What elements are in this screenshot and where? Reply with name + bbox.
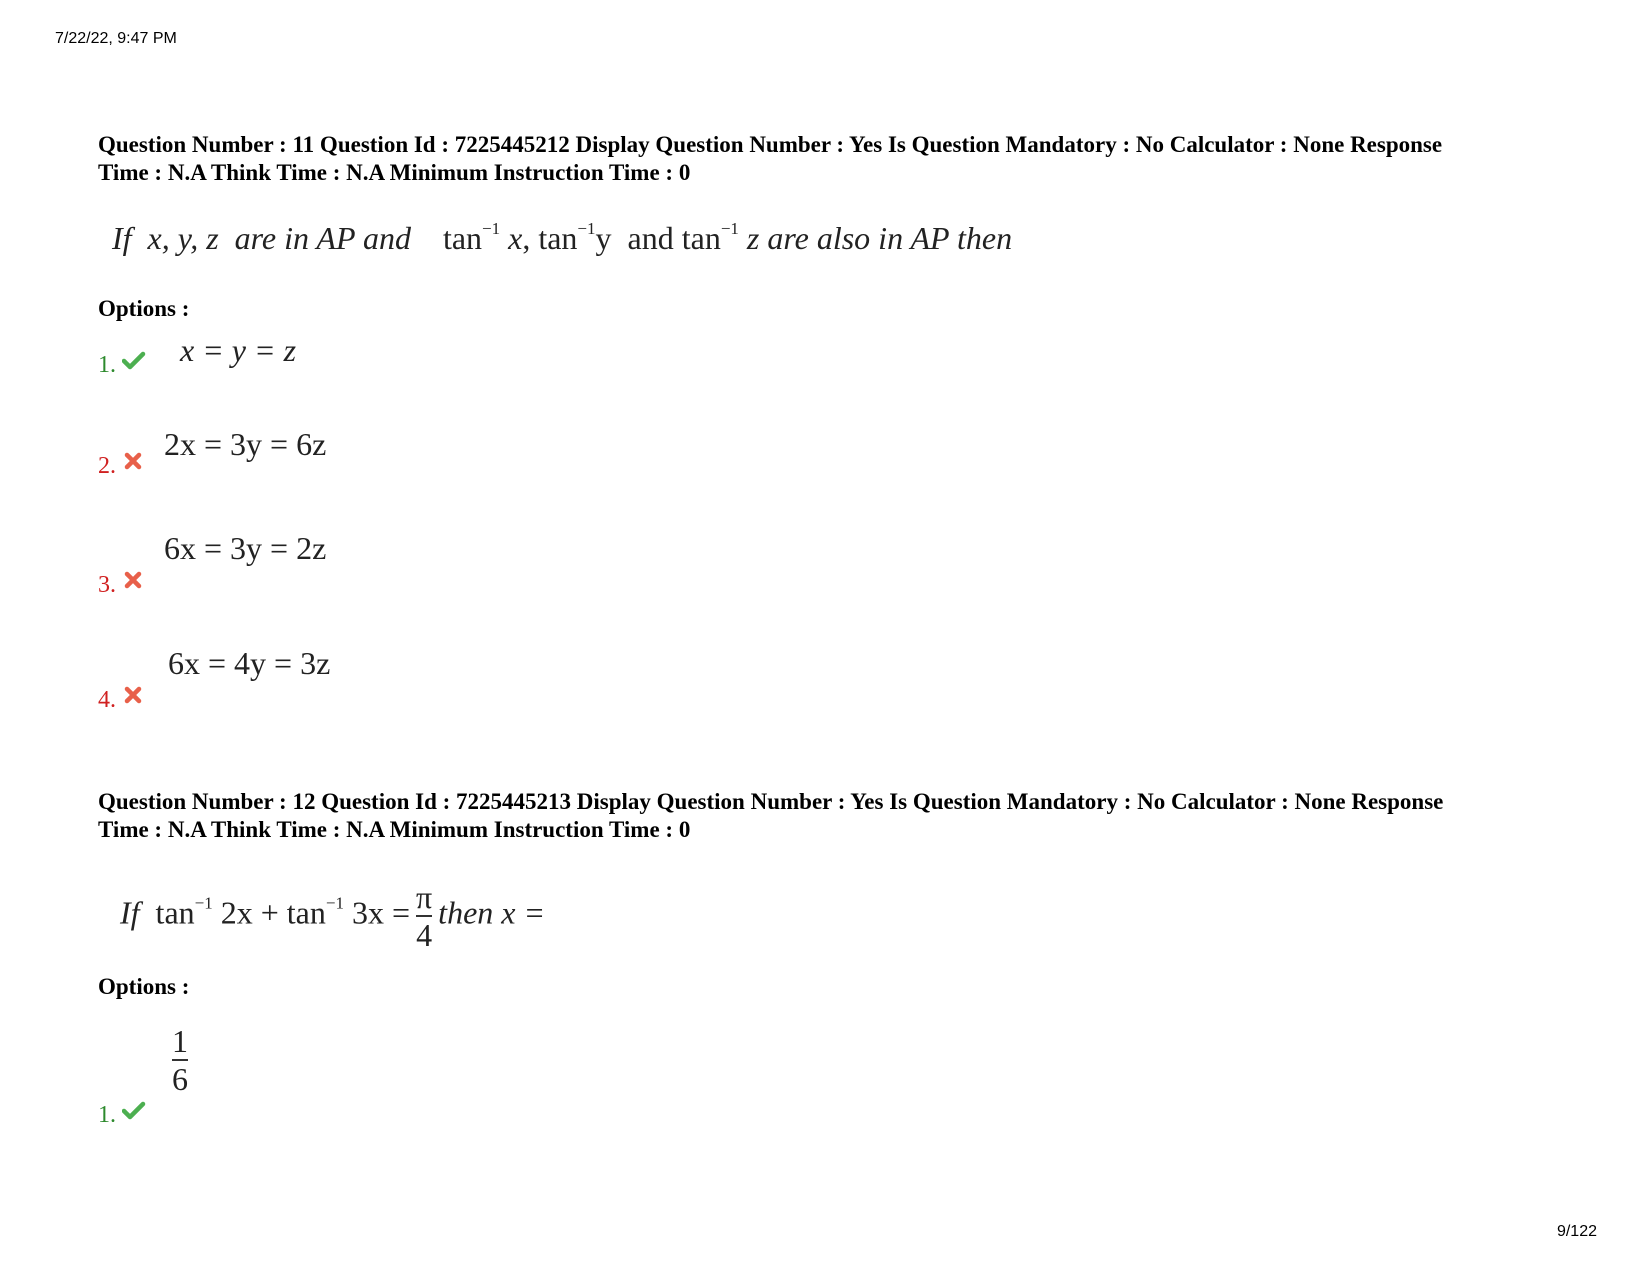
option-number: 3. — [98, 572, 116, 598]
option-number: 2. — [98, 453, 116, 479]
option-number: 1. — [98, 352, 116, 378]
q11-sup2: −1 — [577, 219, 596, 238]
check-icon — [122, 1100, 144, 1122]
question-11-text — [112, 220, 1012, 257]
q11-if: If — [112, 220, 132, 256]
option-expression: 2x = 3y = 6z — [164, 426, 327, 462]
page-number: 9/122 — [1556, 1223, 1597, 1240]
question-meta-line-2: Time : N.A Think Time : N.A Minimum Instruction Time : 0 — [98, 160, 691, 185]
question-12-meta — [98, 788, 1598, 844]
q11-also-in-ap: are also in AP then — [767, 220, 1013, 256]
q12-sup1: −1 — [194, 893, 213, 913]
question-meta-line-1: Question Number : 11 Question Id : 7225445212 Display Question Number : Yes Is Question Mandatory : No Calculator : None Response — [98, 132, 1443, 157]
print-timestamp: 7/22/22, 9:47 PM — [55, 30, 177, 47]
option-expression: 6x = 4y = 3z — [168, 645, 331, 681]
option-expression: 6x = 3y = 2z — [164, 530, 327, 566]
q11-x: x — [508, 220, 523, 256]
q11-vars: x, y, z — [147, 220, 219, 256]
question-11-meta — [98, 131, 1598, 187]
q12-then-x: then x = — [438, 894, 546, 931]
q11-sup3: −1 — [720, 219, 739, 238]
question-meta-line-1: Question Number : 12 Question Id : 7225445213 Display Question Number : Yes Is Question Mandatory : No Calculator : None Response — [98, 789, 1444, 814]
check-icon — [122, 350, 144, 372]
q11-are-in-ap: are in AP and — [234, 220, 411, 256]
option-number: 1. — [98, 1102, 116, 1128]
q12-tan1: tan — [155, 894, 195, 931]
q12-2x-plus-tan: 2x + tan — [220, 894, 326, 931]
option-fraction: $\frac{1}{6}$ — [172, 1023, 188, 1097]
q11-z: z — [746, 220, 760, 256]
options-heading: Options : — [98, 974, 190, 999]
q11-y: y — [595, 220, 612, 256]
q11-tan2: , tan — [522, 220, 578, 256]
q12-3x-equals: 3x = — [351, 894, 411, 931]
cross-icon — [124, 686, 146, 708]
q11-sup1: −1 — [482, 219, 501, 238]
cross-icon — [124, 571, 146, 593]
cross-icon — [124, 452, 146, 474]
question-12-text — [120, 880, 545, 952]
q12-if: If — [120, 894, 140, 931]
option-expression: x = y = z — [180, 332, 297, 368]
question-meta-line-2: Time : N.A Think Time : N.A Minimum Instruction Time : 0 — [98, 817, 691, 842]
option-expression — [172, 1024, 188, 1096]
options-heading: Options : — [98, 296, 190, 321]
q11-and-tan: and tan — [627, 220, 721, 256]
q11-tan1: tan — [442, 220, 483, 256]
q12-fraction: $\frac{\pi}{4}$ — [416, 879, 433, 953]
q12-sup2: −1 — [325, 893, 344, 913]
option-number: 4. — [98, 687, 116, 713]
